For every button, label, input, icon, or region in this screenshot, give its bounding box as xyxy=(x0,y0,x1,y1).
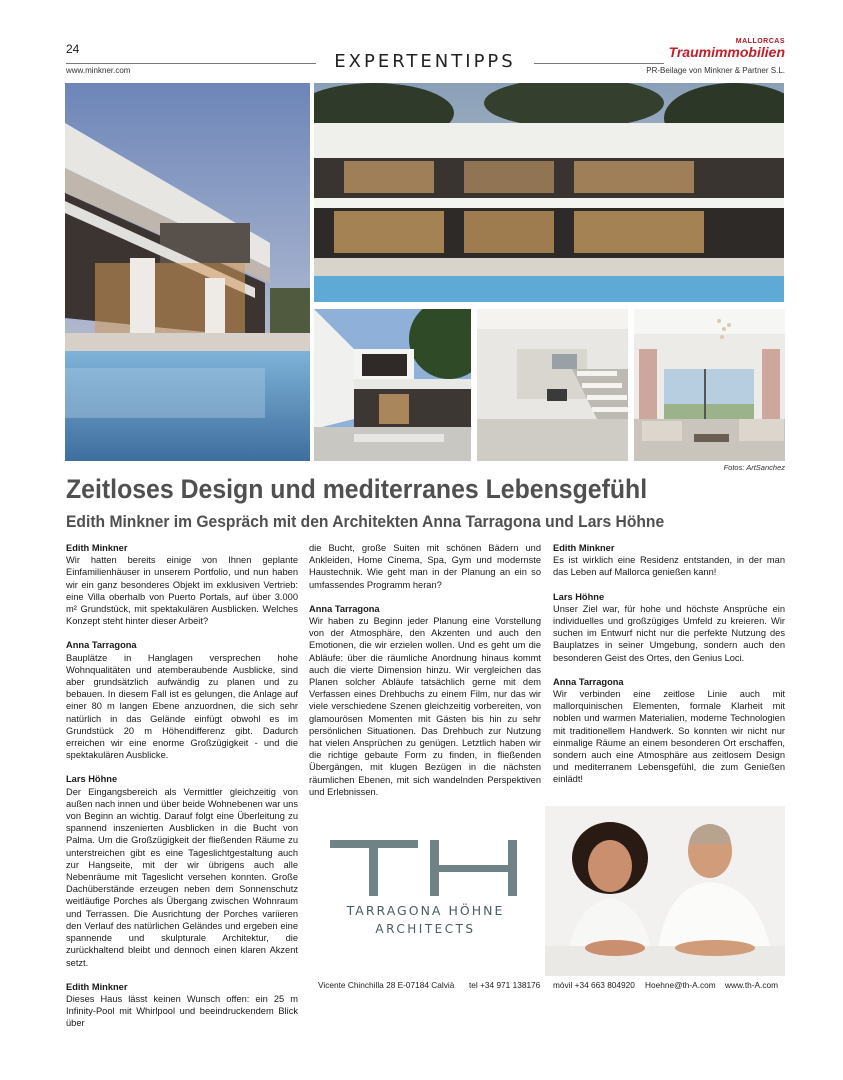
interior-stairs-photo xyxy=(477,309,628,461)
contact-web[interactable]: www.th-A.com xyxy=(725,980,779,990)
speaker-name: Edith Minkner xyxy=(553,543,615,553)
speaker-name: Anna Tarragona xyxy=(309,603,380,614)
interview-paragraph: Wir haben zu Beginn jeder Planung eine Vorstellung von der Atmosphäre, den Akzenten und auch den Emotionen, die wir erzielen wollen. Und es geht um die Abläufe: über die räumliche Anordnung hinaus kommt auch die vierte Dimension hinzu. Wir vergleichen das Planen solcher Abläufe tatsächlich gerne mit dem Verfassen eines Drehbuchs zu einem Film, nur das wir viele verschiedene Szenen gleichzeitig vorbereiten, von glamourösen Momenten mit Gästen bis hin zu sehr persönlichen Situationen. Das Drehbuch zur Nutzung hat vielen Ansprüchen zu genügen. Letztlich haben wir die richtige gebaute Form zu finden, in fließenden Übergängen, mit klugen Bezügen in die nächsten räumlichen Ebenen, mit sich wandelnden Perspektiven und Erlebnissen. xyxy=(309,616,541,797)
publication-logo xyxy=(669,38,785,59)
interview-paragraph: Wir hatten bereits einige von Ihnen geplante Einfamilienhäuser in unserem Portfolio, und nun haben wir ein ganz besonderes Objekt im exklusiven Vertrieb: eine Villa oberhalb von Puerto Portals, auf über 3.000 m² Grundstück, mit spektakulären Ausblicken. Welches Konzept steht hinter dieser Arbeit? xyxy=(66,555,298,627)
architects-subtitle: ARCHITECTS xyxy=(375,922,476,936)
interview-paragraph: Wir verbinden eine zeitlose Linie auch mit mallorquinischen Elementen, formale Klarheit mit noblen und warmen Materialien, moderne Technologien mit traditionellem Handwerk. So konnten wir nicht nur einmalige Räume an einem besonderen Ort erschaffen, sondern auch eine Atmosphäre aus zeitlosem Design und mediterranem Lebensgefühl, die zum Genießen einlädt! xyxy=(553,689,785,785)
villa-pool-night-photo xyxy=(314,83,784,302)
villa-entrance-photo xyxy=(314,309,471,461)
article-subheadline: Edith Minkner im Gespräch mit den Architekten Anna Tarragona und Lars Höhne xyxy=(66,512,665,531)
speaker-name: Anna Tarragona xyxy=(66,640,137,651)
interview-paragraph: Bauplätze in Hanglagen versprechen hohe Wohnqualitäten und atemberaubende Ausblicke, sind aber grundsätzlich aufwändig zu planen und zu bebauen. In diesem Fall ist es gelungen, die Anlage auf einer 80 m langen Ebene anzuordnen, die sich sehr natürlich in das Gelände einfügt obwohl es im Grundstück 20 m Höhendifferenz gibt. Dadurch erreichen wir eine enorme Großzügigkeit - und die spektakulären Ausblicke. xyxy=(66,652,298,761)
speaker-name: Anna Tarragona xyxy=(553,676,624,687)
speaker-name: Edith Minkner xyxy=(66,981,128,992)
text-column-2 xyxy=(309,542,541,810)
speaker-name: Edith Minkner xyxy=(66,543,128,553)
contact-email[interactable]: Hoehne@th-A.com xyxy=(645,980,716,990)
architects-portrait-photo xyxy=(545,806,785,976)
header-rule-right xyxy=(534,63,664,64)
interview-paragraph: Dieses Haus lässt keinen Wunsch offen: ein 25 m Infinity-Pool mit Whirlpool und beeindruckendem Blick über xyxy=(66,993,298,1029)
supplement-note: PR-Beilage von Minkner & Partner S.L. xyxy=(646,66,785,75)
photo-credit: Fotos: ArtSanchez xyxy=(723,463,785,472)
text-column-1 xyxy=(66,542,298,1030)
villa-dusk-photo xyxy=(65,83,310,461)
section-title: EXPERTENTIPPS xyxy=(334,51,516,72)
architects-name: TARRAGONA HÖHNE xyxy=(346,903,505,918)
page-number: 24 xyxy=(66,42,80,56)
contact-address: Vicente Chinchilla 28 E-07184 Calvià xyxy=(318,980,455,990)
website-url[interactable]: www.minkner.com xyxy=(66,66,131,75)
speaker-name: Lars Höhne xyxy=(66,774,118,785)
interview-paragraph: Es ist wirklich eine Residenz entstanden, in der man das Leben auf Mallorca genießen kann! xyxy=(553,555,785,578)
contact-mobile[interactable]: móvil +34 663 804920 xyxy=(553,980,635,990)
interview-paragraph-continued: die Bucht, große Suiten mit schönen Bädern und Ankleiden, Home Cinema, Spa, Gym und modernste Haustechnik. Wie geht man in der Planung an ein so umfassendes Programm heran? xyxy=(309,543,541,590)
living-room-photo xyxy=(634,309,785,461)
header-rule-left xyxy=(66,63,316,64)
logo-top-text: MALLORCAS xyxy=(735,38,785,45)
contact-phone[interactable]: tel +34 971 138176 xyxy=(469,980,541,990)
text-column-3 xyxy=(553,542,785,798)
speaker-name: Lars Höhne xyxy=(553,591,605,602)
interview-paragraph: Unser Ziel war, für hohe und höchste Ansprüche ein individuelles und großzügiges Umfeld zu kreieren. Wir suchen im Entwurf nicht nur die perfekte Nutzung des Bauplatzes in seiner Umgebung, sondern auch den besonderen Geist des Ortes, den Genius Loci. xyxy=(553,603,785,663)
article-headline: Zeitloses Design und mediterranes Lebensgefühl xyxy=(66,474,648,504)
interview-paragraph: Der Eingangsbereich als Vermittler gleichzeitig von außen nach innen und über beide Wohnebenen war uns von Beginn an wichtig. Darauf folgt eine Überleitung zu spannend inszenierten Ausblicken in die Bucht von Palma. Um die Großzügigkeit der fließenden Räume zu unterstreichen gibt es eine Tageslichtgestaltung auch zur Hangseite, mit der wir übrigens auch alle Nebenräume mit Tageslicht versehen konnten. Große Dachüberstände erzeugen neben dem Sonnenschutz weitläufige Porches als Übergang zwischen Wohnraum und Terrassen. Die Ausrichtung der Porches variieren den Verlauf des natürlichen Geländes und ergeben eine spannende und skulpturale Architektur, die zurückhaltend bleibt und dennoch einen klaren Akzent setzt. xyxy=(66,786,298,968)
logo-main-text: Traumimmobilien xyxy=(668,44,785,60)
